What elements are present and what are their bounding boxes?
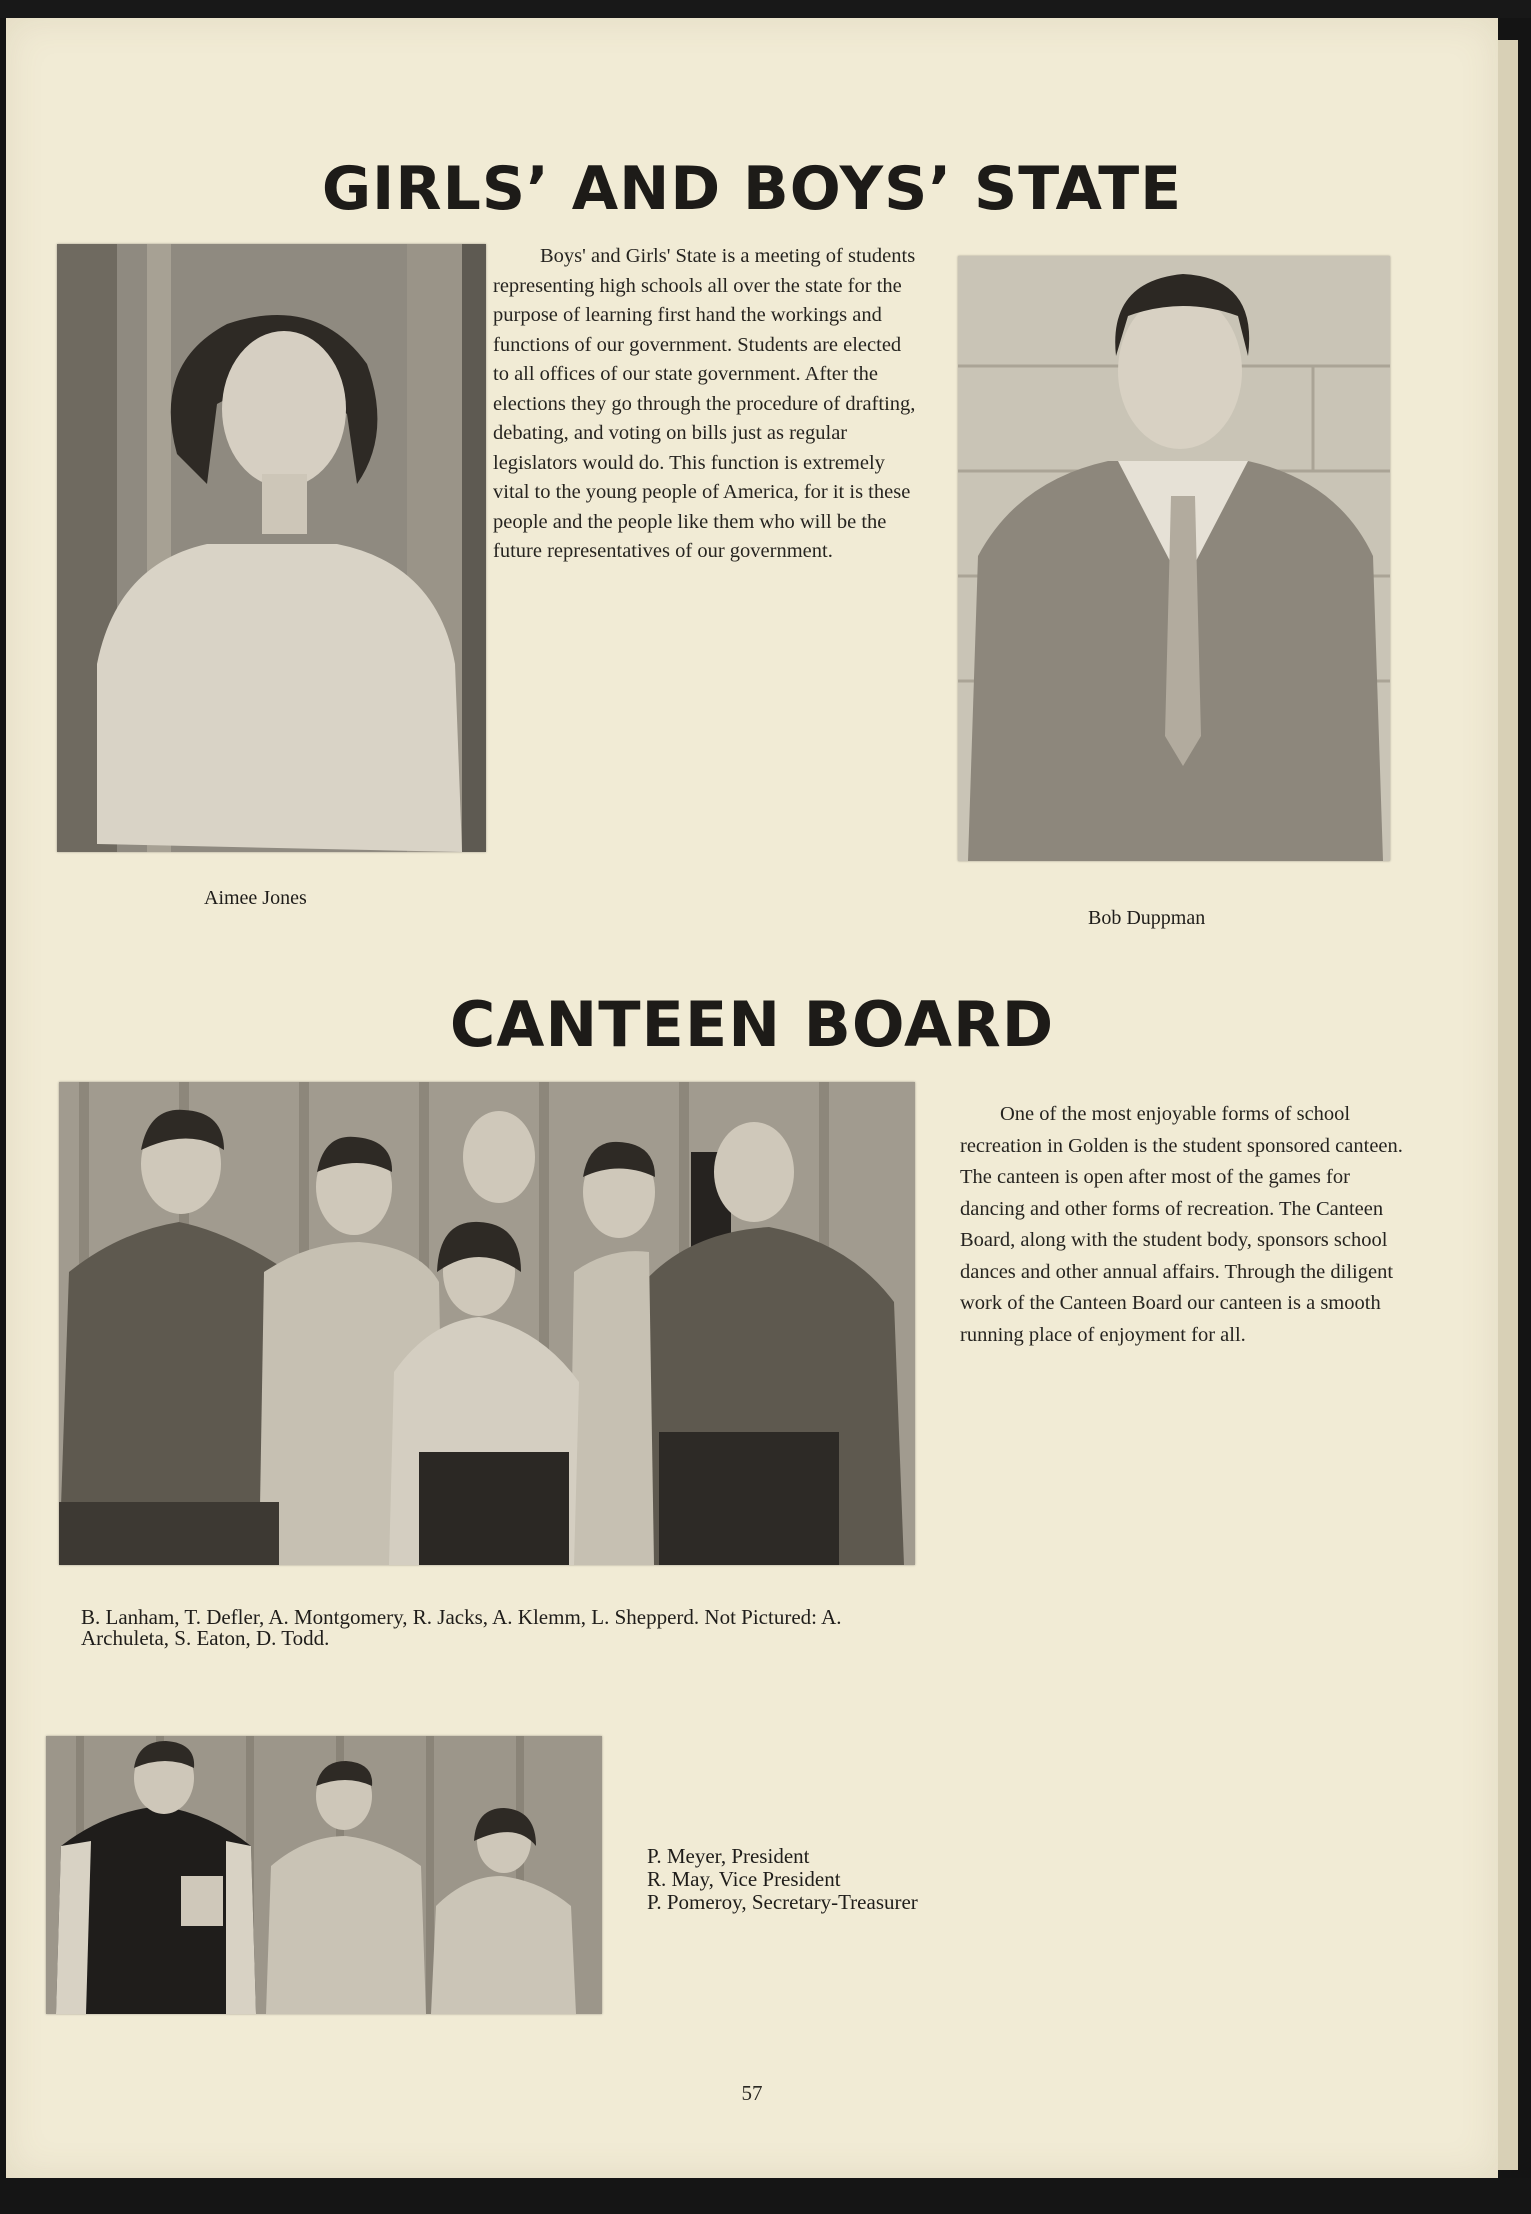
canteen-group-caption: B. Lanham, T. Defler, A. Montgomery, R. Jacks, A. Klemm, L. Shepperd. Not Pictured: A. Archuleta, S. Eaton, D. Todd. bbox=[81, 1605, 842, 1650]
bob-duppman-caption: Bob Duppman bbox=[1088, 907, 1206, 929]
officer-president: P. Meyer, President bbox=[647, 1844, 810, 1868]
officer-secretary-treasurer: P. Pomeroy, Secretary-Treasurer bbox=[647, 1890, 918, 1914]
girls-boys-state-title: GIRLS’ AND BOYS’ STATE bbox=[321, 154, 1183, 224]
yearbook-page bbox=[6, 18, 1498, 2178]
canteen-officers-list bbox=[647, 1845, 918, 1914]
aimee-jones-caption: Aimee Jones bbox=[204, 887, 307, 909]
scan-top-border bbox=[0, 0, 1531, 18]
canteen-description: One of the most enjoyable forms of school recreation in Golden is the student sponsored canteen. The canteen is open after most of the games for dancing and other forms of recreation. The Canteen Board, along with the student body, sponsors school dances and other annual affairs. Through the diligent work of the Canteen Board our canteen is a smooth running place of enjoyment for all. bbox=[960, 1103, 1403, 1346]
canteen-officers-photo bbox=[46, 1736, 602, 2014]
state-description: Boys' and Girls' State is a meeting of students representing high schools all over the state for the purpose of learning first hand the workings and functions of our government. Students are elected to all offices of our state government. After the elections they go through the procedure of drafting, debating, and voting on bills just as regular legislators would do. This function is extremely vital to the young people of America, for it is these people and the people like them who will be the future representatives of our government. bbox=[493, 245, 916, 562]
canteen-board-title: CANTEEN BOARD bbox=[449, 988, 1055, 1061]
page-edge bbox=[1498, 40, 1518, 2170]
page-number: 57 bbox=[741, 2081, 763, 2105]
officer-vice-president: R. May, Vice President bbox=[647, 1867, 841, 1891]
scan-bottom-border bbox=[0, 2178, 1531, 2214]
canteen-board-group-photo bbox=[59, 1082, 915, 1565]
aimee-jones-photo bbox=[57, 244, 486, 852]
bob-duppman-photo bbox=[958, 256, 1390, 861]
